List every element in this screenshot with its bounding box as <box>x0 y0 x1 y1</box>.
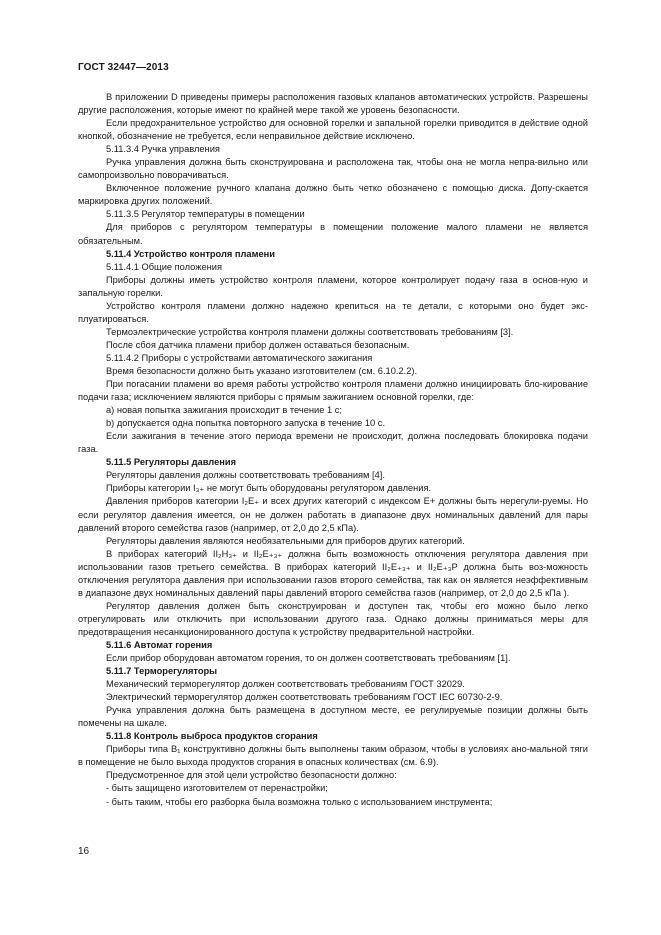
section-heading: 5.11.5 Регуляторы давления <box>106 457 236 468</box>
paragraph: При погасании пламени во время работы устройство контроля пламени должно инициировать бло-кирование подачи газа; исключением являются приборы с прямым зажиганием основной горелки, где: <box>78 379 588 403</box>
paragraph: Регулятор давления должен быть сконструирован и доступен так, чтобы его можно было легко отрегулировать или отключить при использовании другого газа. Однако должны приниматься меры для предотвращения несанкционированного доступа к устройству предварительной настройки. <box>78 600 588 637</box>
document-header: ГОСТ 32447—2013 <box>78 62 169 73</box>
list-item: - быть защищено изготовителем от перенастройки; <box>106 783 328 794</box>
section-heading: 5.11.4.1 Общие положения <box>106 261 222 272</box>
paragraph: Приборы типа B₁ конструктивно должны быть выполнены таким образом, чтобы в условиях ано-мальной тяги в помещение не было выхода продуктов сгорания в опасных количествах (см. 6.9). <box>78 744 588 768</box>
paragraph: Если зажигания в течение этого периода времени не происходит, должна последовать блокировка подачи газа. <box>78 431 588 455</box>
paragraph: Устройство контроля пламени должно надежно крепиться на те детали, с которыми оно будет экс-плуатироваться. <box>78 300 588 324</box>
paragraph: Приборы категории I₃₊ не могут быть оборудованы регулятором давления. <box>106 483 432 494</box>
paragraph: Для приборов с регулятором температуры в помещении положение малого пламени не является обязательным. <box>78 222 588 246</box>
list-item: b) допускается одна попытка повторного запуска в течение 10 с. <box>106 418 386 429</box>
list-item: - быть таким, чтобы его разборка была возможна только с использованием инструмента; <box>106 796 493 807</box>
section-heading: 5.11.4 Устройство контроля пламени <box>106 248 275 259</box>
paragraph: Механический терморегулятор должен соответствовать требованиям ГОСТ 32029. <box>106 679 465 690</box>
section-heading: 5.11.7 Терморегуляторы <box>106 666 218 677</box>
section-heading: 5.11.3.5 Регулятор температуры в помещении <box>106 209 305 220</box>
paragraph: Если предохранительное устройство для основной горелки и запальной горелки приводится в действие одной кнопкой, обозначение не требуется, если неправильное действие исключено. <box>78 118 588 142</box>
section-heading: 5.11.4.2 Приборы с устройствами автоматического зажигания <box>106 352 373 363</box>
section-heading: 5.11.3.4 Ручка управления <box>106 144 220 155</box>
paragraph: Включенное положение ручного клапана должно быть четко обозначено с помощью диска. Допу-скается маркировка других положений. <box>78 183 588 207</box>
page-number: 16 <box>78 846 90 857</box>
document-body <box>78 91 588 809</box>
paragraph: Электрический терморегулятор должен соответствовать требованиям ГОСТ IEC 60730-2-9. <box>106 692 503 703</box>
paragraph: Ручка управления должна быть сконструирована и расположена так, чтобы она не могла непра-вильно или самопроизвольно поворачиваться. <box>78 157 588 181</box>
paragraph: Давления приборов категории I₂E₊ и всех других категорий с индексом Е+ должны быть нерегули-руемы. Но если регулятор давления имеется, он не должен работать в диапазоне двух номинальных давлений для пары давлений второго семейства газов (например, от 2,0 до 2,5 кПа). <box>78 496 588 533</box>
paragraph: Термоэлектрические устройства контроля пламени должны соответствовать требованиям [3]. <box>106 326 514 337</box>
section-heading: 5.11.6 Автомат горения <box>106 639 213 650</box>
list-item: а) новая попытка зажигания происходит в течение 1 с; <box>106 405 342 416</box>
paragraph: Время безопасности должно быть указано изготовителем (см. 6.10.2.2). <box>106 365 418 376</box>
paragraph: В приборах категорий II₂H₃₊ и II₂E₊₃₊ должна быть возможность отключения регулятора давления при использовании газов третьего семейства. В приборах категорий II₂E₊₃₊ и II₂E₊₃P должна быть воз-можность отключения регулятора давления при использовании газов второго семейства, так как он является неэффективным в диапазоне двух номинальных давлений пары давлений второго семейства газов (например, от 2,0 до 2,5 кПа ). <box>78 548 588 598</box>
paragraph: Предусмотренное для этой цели устройство безопасности должно: <box>106 770 397 781</box>
paragraph: Приборы должны иметь устройство контроля пламени, которое контролирует подачу газа в основ-ную и запальную горелки. <box>78 274 588 298</box>
paragraph: Ручка управления должна быть размещена в доступном месте, ее регулируемые позиции должны быть помечены на шкале. <box>78 705 588 729</box>
paragraph: Регуляторы давления должны соответствовать требованиям [4]. <box>106 470 385 481</box>
paragraph: Если прибор оборудован автоматом горения, то он должен соответствовать требованиям [1]. <box>106 653 511 664</box>
section-heading: 5.11.8 Контроль выброса продуктов сгорания <box>106 731 318 742</box>
paragraph: После сбоя датчика пламени прибор должен оставаться безопасным. <box>106 339 410 350</box>
paragraph: Регуляторы давления являются необязательными для приборов других категорий. <box>106 535 465 546</box>
paragraph: В приложении D приведены примеры расположения газовых клапанов автоматических устройств. Разрешены другие расположения, которые имеют по крайней мере такой же уровень безопасности. <box>78 92 588 116</box>
